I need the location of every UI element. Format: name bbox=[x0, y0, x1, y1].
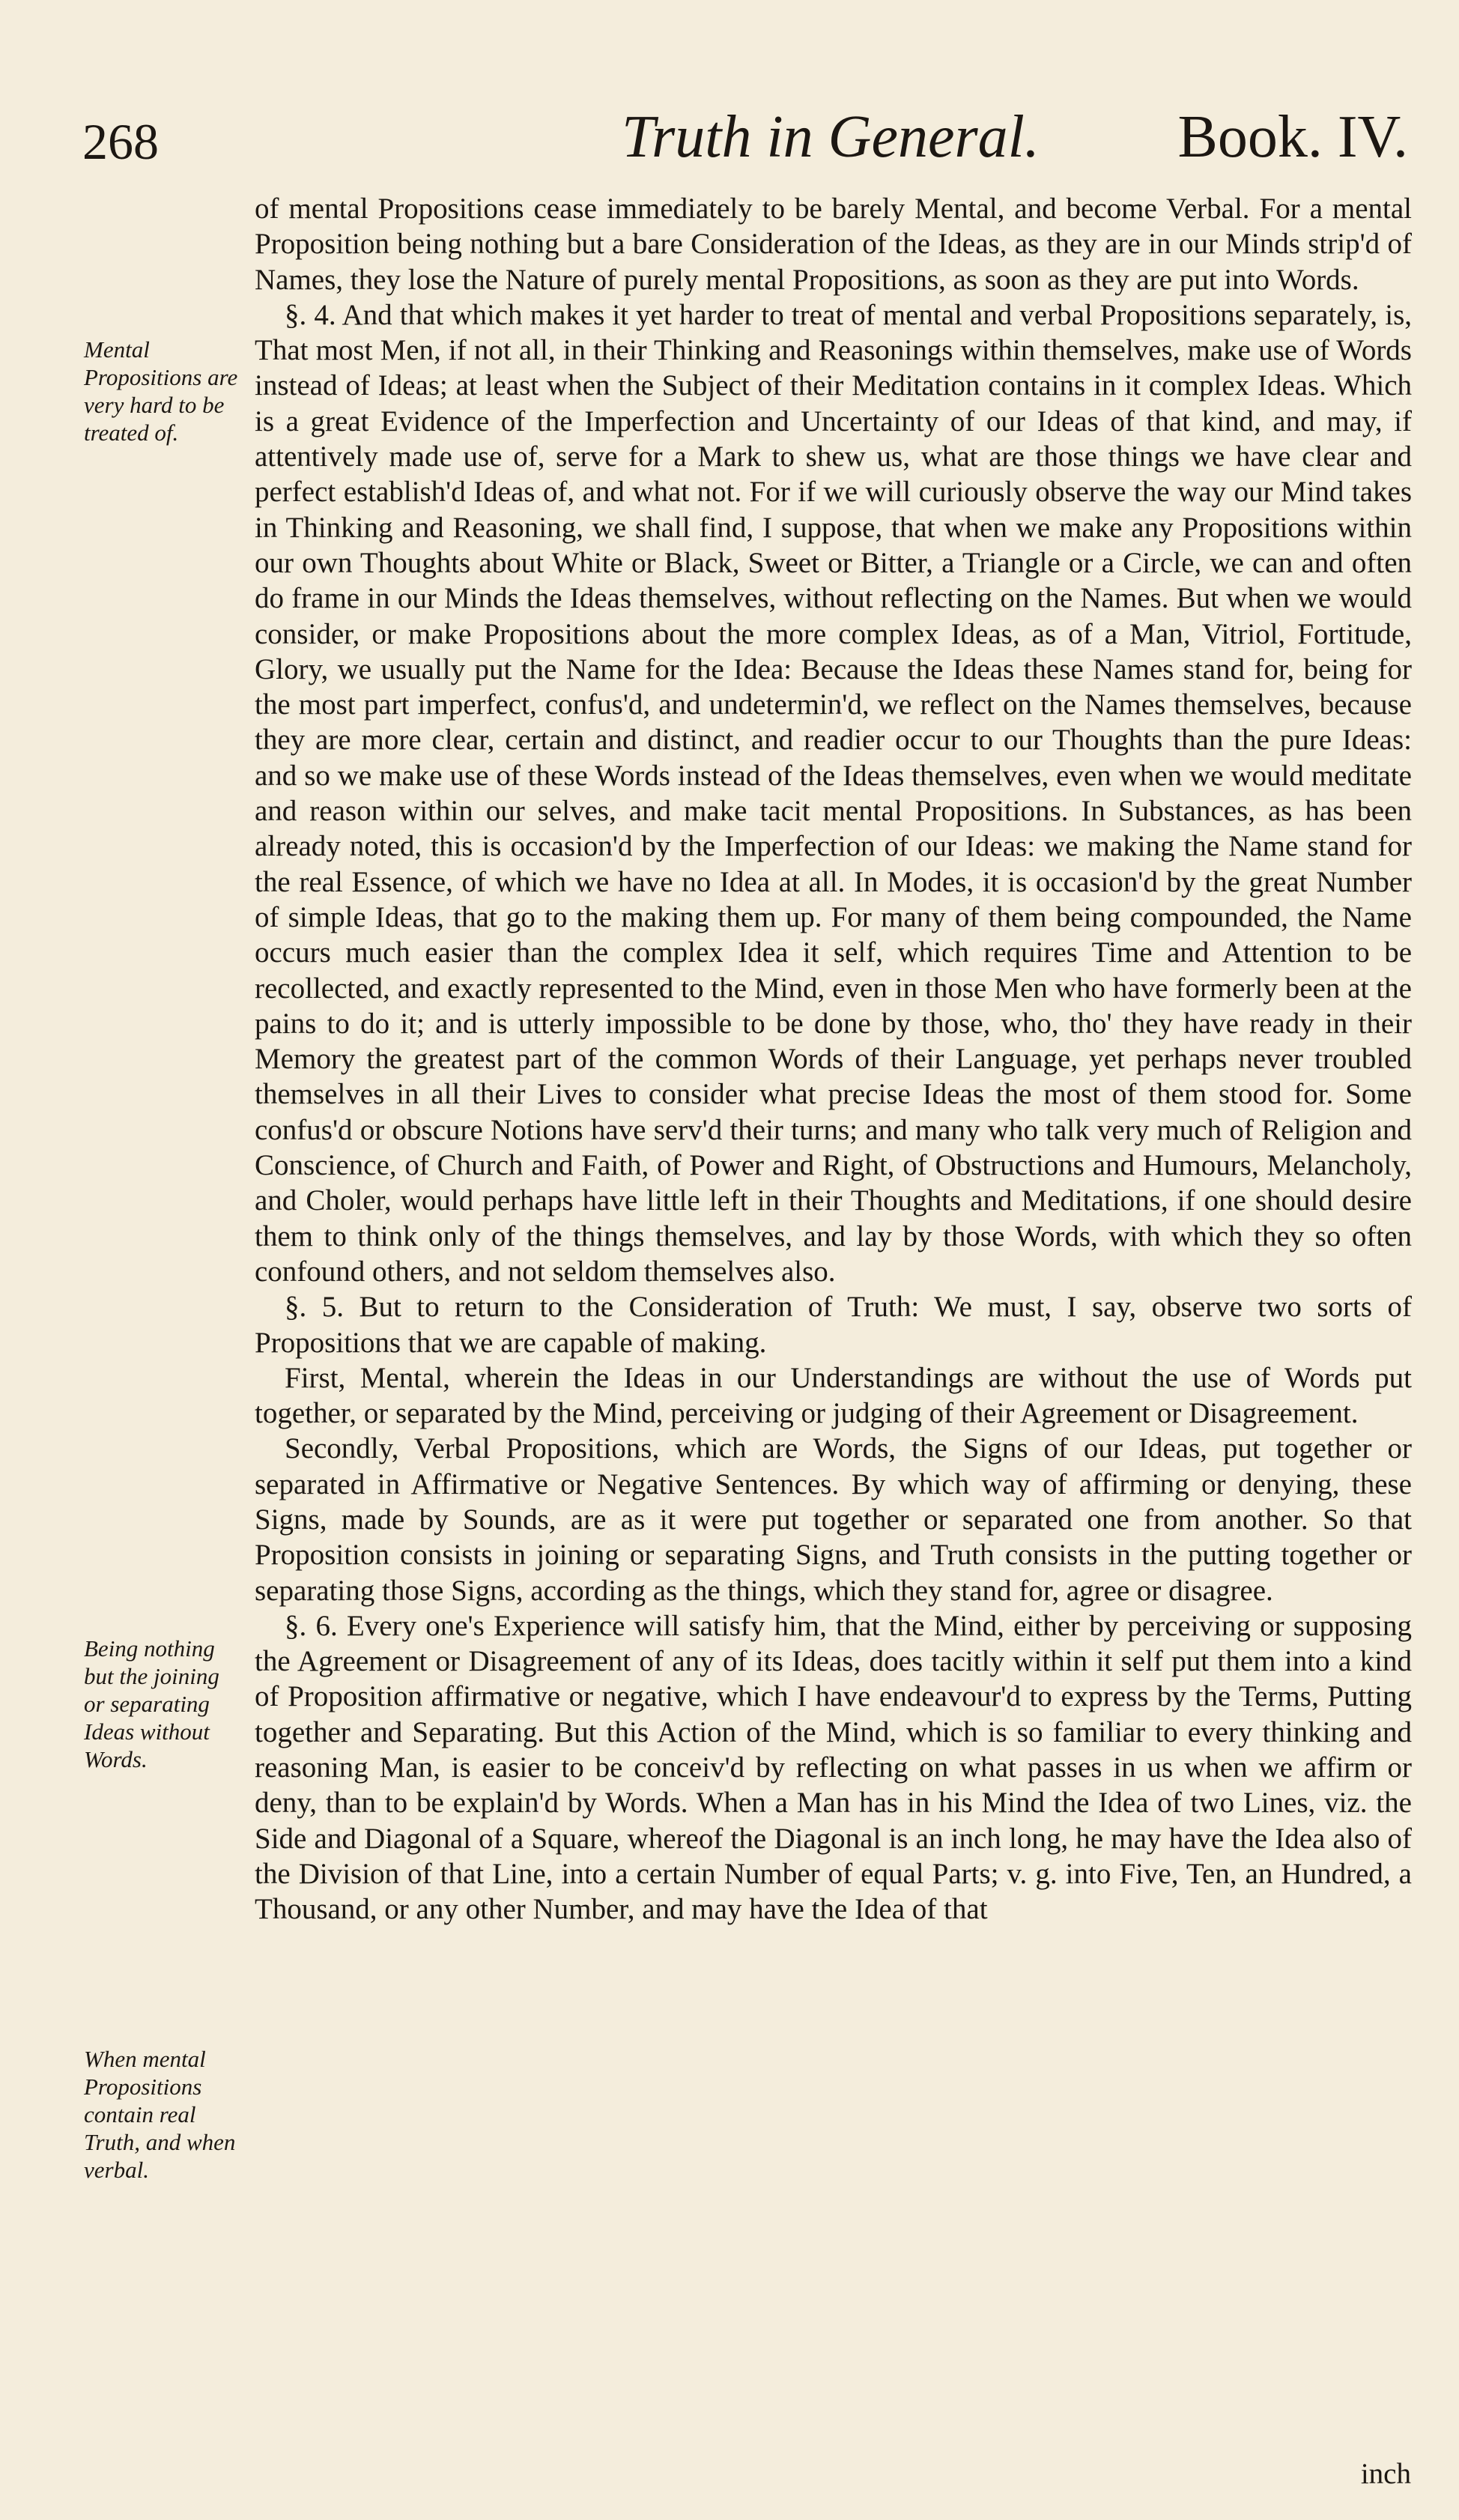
running-title: Truth in General. bbox=[622, 104, 1040, 170]
margin-note-real-truth: When mental Propositions contain real Truth, and when verbal. bbox=[84, 2046, 236, 2183]
paragraph-section-5: §. 5. But to return to the Consideration of Truth: We must, I say, observe two sorts of Propositions that we are capable of making. bbox=[255, 1291, 1412, 1359]
paragraph-section-4: §. 4. And that which makes it yet harder to treat of mental and verbal Propositions separately, is, That most Men, if not all, in their Thinking and Reasonings within themselves, make use of Words instead of Ideas; at least when the Subject of their Meditation contains in it complex Ideas. Which is a great Evidence of the Imperfection and Uncertainty of our Ideas of that kind, and may, if attentively made use of, serve for a Mark to shew us, what are those things we have clear and perfect establish'd Ideas of, and what not. For if we will curiously observe the way our Mind takes in Thinking and Reasoning, we shall find, I suppose, that when we make any Propositions within our own Thoughts about White or Black, Sweet or Bitter, a Triangle or a Circle, we can and often do frame in our Minds the Ideas themselves, without reflecting on the Names. But when we would consider, or make Propositions about the more complex Ideas, as of a Man, Vitriol, Fortitude, Glory, we usually put the Name for the Idea: Because the Ideas these Names stand for, being for the most part imperfect, confus'd, and undetermin'd, we reflect on the Names themselves, because they are more clear, certain and distinct, and readier occur to our Thoughts than the pure Ideas: and so we make use of these Words instead of the Ideas themselves, even when we would meditate and reason within our selves, and make tacit mental Propositions. In Substances, as has been already noted, this is occasion'd by the Imperfection of our Ideas: we making the Name stand for the real Essence, of which we have no Idea at all. In Modes, it is occasion'd by the great Number of simple Ideas, that go to the making them up. For many of them being compounded, the Name occurs much easier than the complex Idea it self, which requires Time and Attention to be recollected, and exactly represented to the Mind, even in those Men who have formerly been at the pains to do it; and is utterly impossible to be done by those, who, tho' they have ready in their Memory the greatest part of the common Words of their Language, yet perhaps never troubled themselves in all their Lives to consider what precise Ideas the most of them stood for. Some confus'd or obscure Notions have serv'd their turns; and many who talk very much of Religion and Conscience, of Church and Faith, of Power and Right, of Obstructions and Humours, Melancholy, and Choler, would perhaps have little left in their Thoughts and Meditations, if one should desire them to think only of the things themselves, and lay by those Words, with which they so often confound others, and not seldom themselves also. bbox=[255, 298, 1412, 1288]
paragraph-secondly-verbal: Secondly, Verbal Propositions, which are Words, the Signs of our Ideas, put together or separated in Affirmative or Negative Sentences. By which way of affirming or denying, these Signs, made by Sounds, are as it were put together or separated one from another. So that Proposition consists in joining or separating Signs, and Truth consists in the putting together or separating those Signs, according as the things, which they stand for, agree or disagree. bbox=[255, 1432, 1412, 1607]
paragraph-section-6: §. 6. Every one's Experience will satisfy him, that the Mind, either by perceiving or supposing the Agreement or Disagreement of any of its Ideas, does tacitly within it self put them into a kind of Proposition affirmative or negative, which I have endeavour'd to express by the Terms, Putting together and Separating. But this Action of the Mind, which is so familiar to every thinking and reasoning Man, is easier to be conceiv'd by reflecting on what passes in us when we affirm or deny, than to be explain'd by Words. When a Man has in his Mind the Idea of two Lines, viz. the Side and Diagonal of a Square, whereof the Diagonal is an inch long, he may have the Idea also of the Division of that Line, into a certain Number of equal Parts; v. g. into Five, Ten, an Hundred, a Thousand, or any other Number, and may have the Idea of that bbox=[255, 1609, 1412, 1926]
body-text bbox=[255, 191, 1412, 1927]
paragraph-first-mental: First, Mental, wherein the Ideas in our Understandings are without the use of Words put together, or separated by the Mind, perceiving or judging of their Agreement or Disagreement. bbox=[255, 1361, 1412, 1430]
margin-note-mental-propositions: Mental Propositions are very hard to be treated of. bbox=[84, 336, 238, 446]
paragraph-continuation: of mental Propositions cease immediately to be barely Mental, and become Verbal. For a mental Proposition being nothing but a bare Consideration of the Ideas, as they are in our Minds strip'd of Names, they lose the Nature of purely mental Propositions, as soon as they are put into Words. bbox=[255, 193, 1412, 296]
catchword: inch bbox=[1360, 2458, 1411, 2490]
page-number: 268 bbox=[82, 113, 159, 170]
page-header bbox=[82, 82, 1408, 172]
book-label: Book. IV. bbox=[1177, 104, 1408, 170]
margin-note-joining-separating: Being nothing but the joining or separating Ideas without Words. bbox=[84, 1635, 219, 1772]
